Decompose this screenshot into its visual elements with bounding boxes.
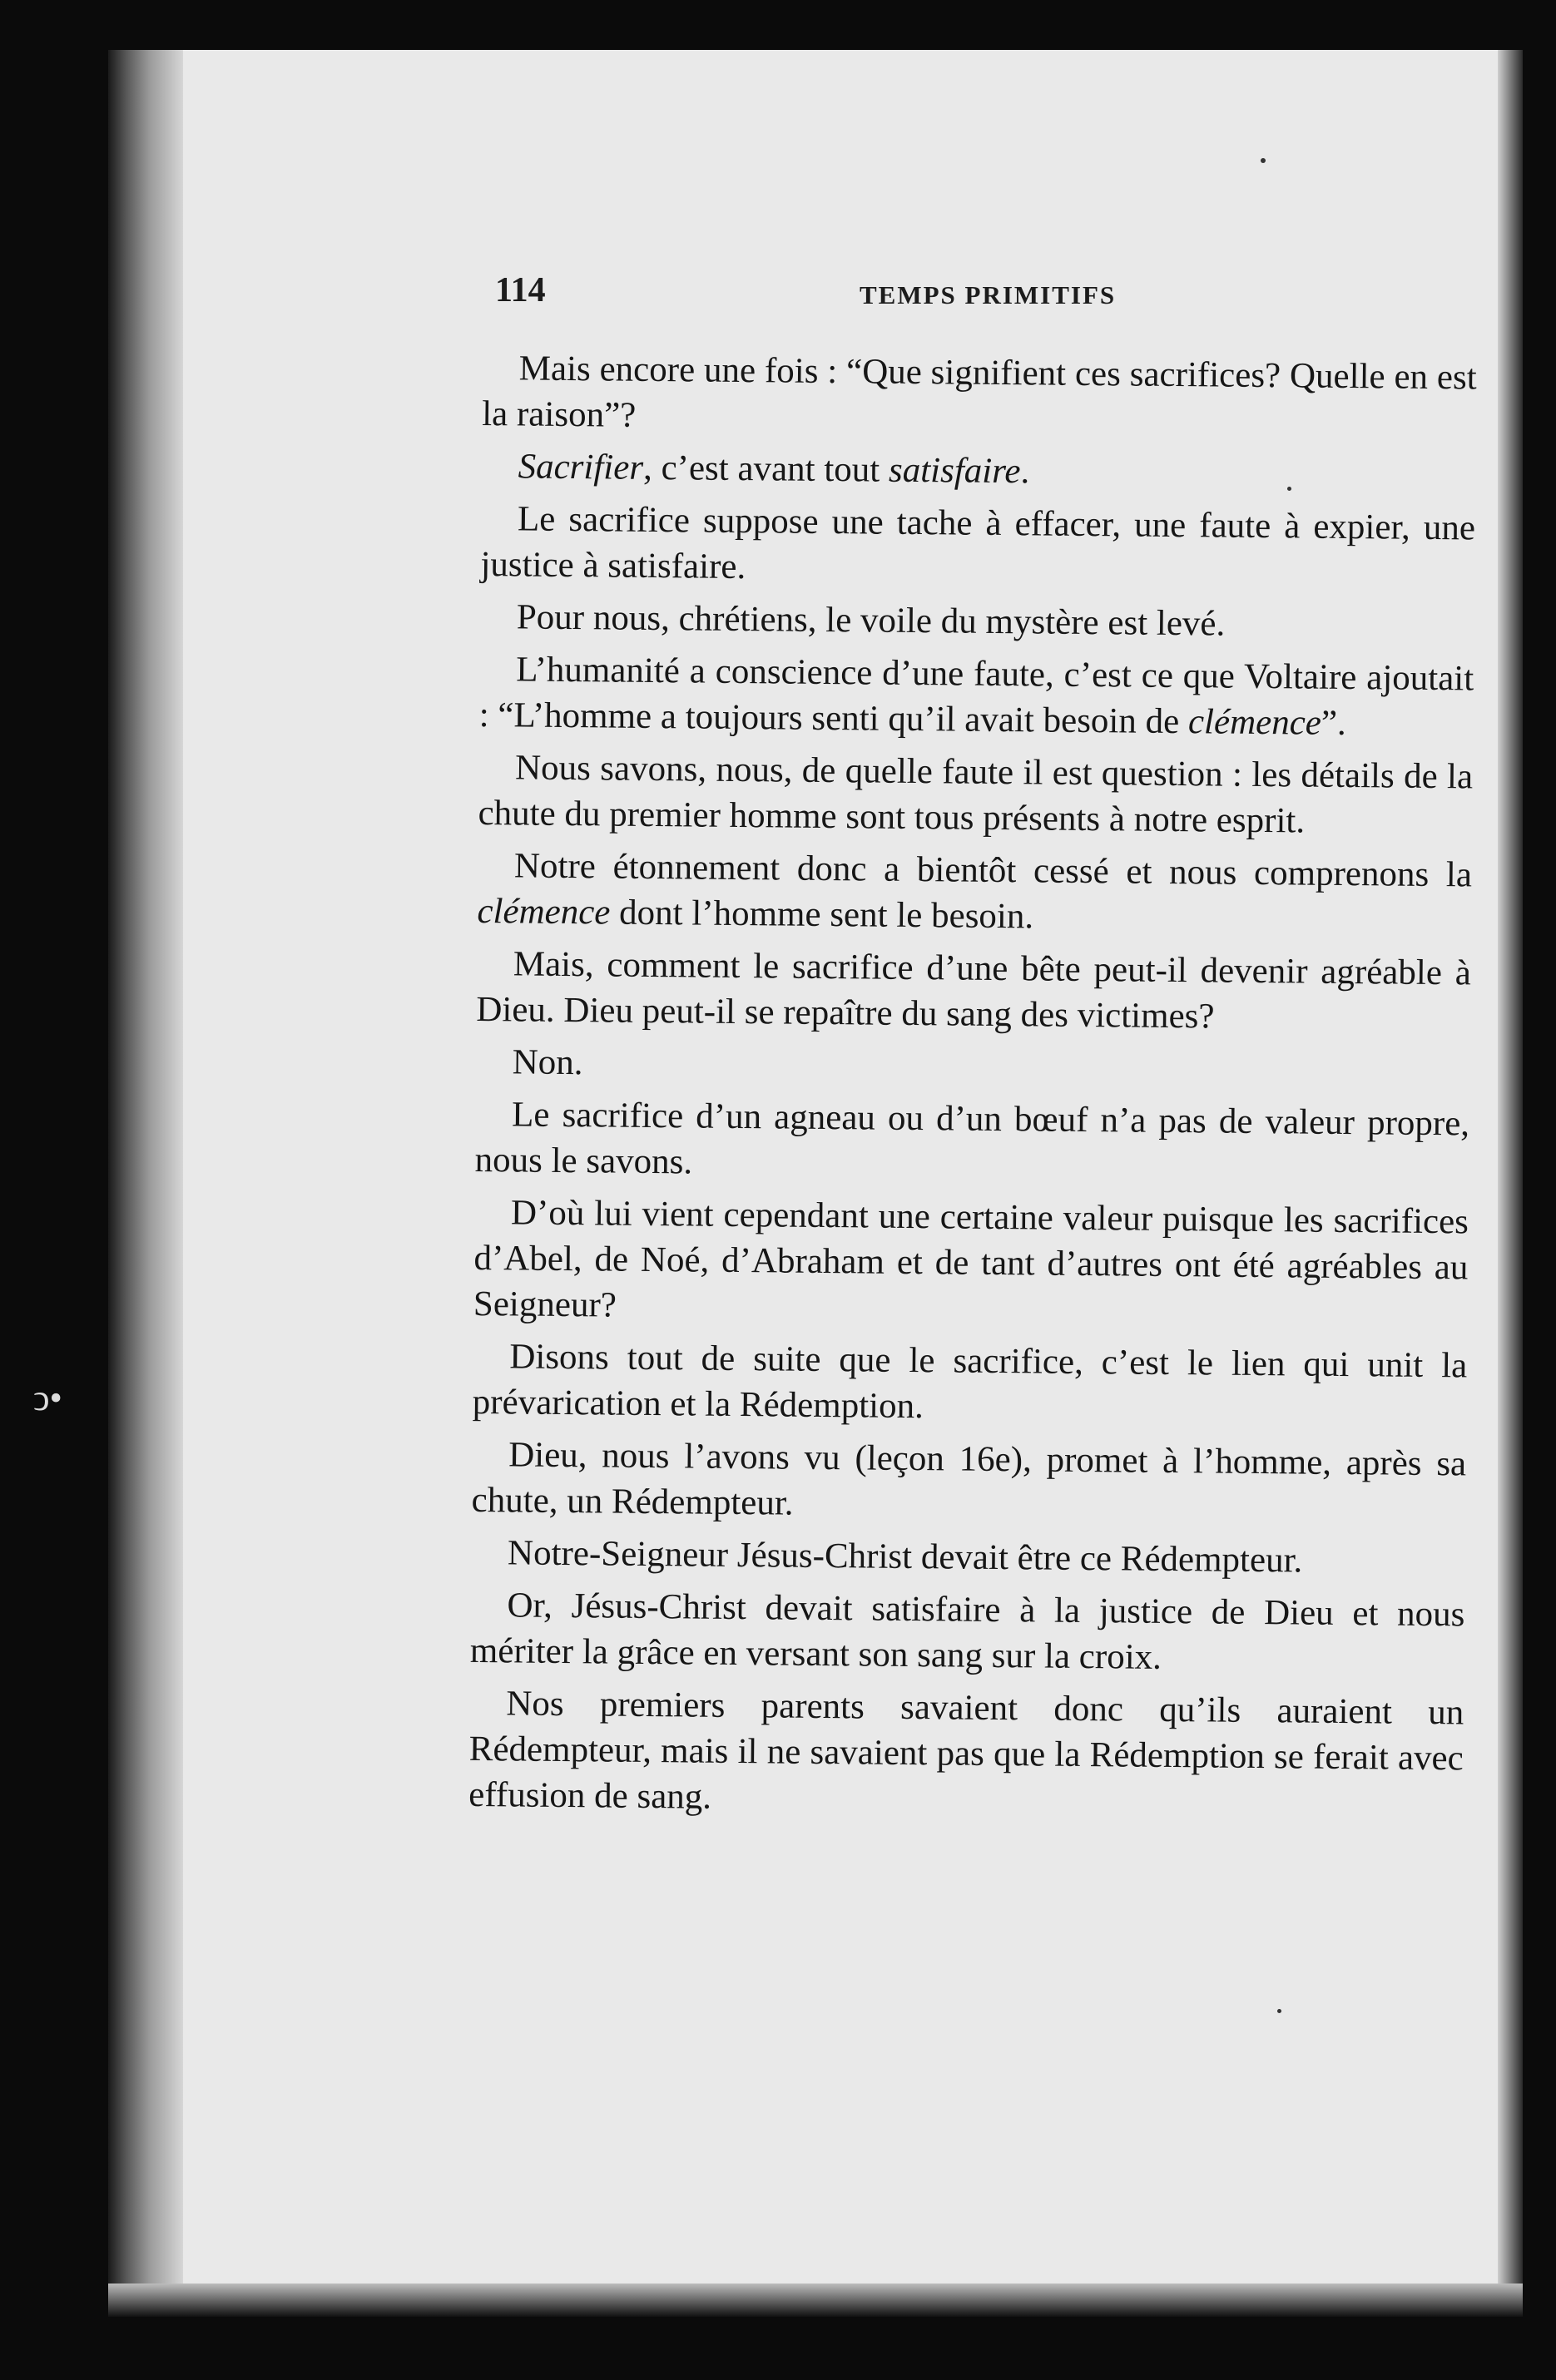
paragraph	[477, 843, 1472, 943]
text-run: .	[1020, 452, 1030, 492]
text-run: Disons tout de suite que le sacrifice, c’est le lien qui unit la prévarication et la Rédemption.	[472, 1337, 1468, 1427]
paragraph	[473, 1333, 1468, 1434]
page-bottom-edge	[108, 2284, 1523, 2317]
paragraph	[478, 646, 1474, 747]
scan-speck	[1277, 2009, 1281, 2013]
paragraph	[468, 1680, 1464, 1827]
text-run: Non.	[512, 1042, 583, 1083]
text-run: dont l’homme sent le besoin.	[610, 893, 1034, 937]
scan-speck	[1287, 487, 1291, 491]
text-run: Le sacrifice suppose une tache à effacer, une faute à expier, une justice à satisfaire.	[480, 499, 1476, 587]
italic-text: Sacrifier	[518, 447, 644, 487]
paragraph	[474, 1091, 1469, 1192]
paragraph	[473, 1190, 1469, 1336]
page-right-edge	[1498, 50, 1523, 2296]
text-run: Nous savons, nous, de quelle faute il est question : les détails de la chute du premier homme sont tous présents à notre esprit.	[478, 748, 1474, 841]
paragraph	[475, 1039, 1469, 1094]
italic-text: satisfaire	[888, 450, 1021, 492]
text-run: Le sacrifice d’un agneau ou d’un bœuf n’a pas de valeur propre, nous le savons.	[474, 1095, 1470, 1182]
page-gutter-shadow	[108, 50, 183, 2296]
text-run: Mais encore une fois : “Que signifient ces sacrifices? Quelle en est la raison”?	[481, 349, 1477, 435]
paragraph	[471, 1530, 1465, 1585]
text-run: Nos premiers parents savaient donc qu’ils auraient un Rédempteur, mais il ne savaient pas que la Rédemption se ferait avec effusion de sang.	[468, 1684, 1464, 1817]
paragraph	[482, 345, 1477, 446]
paragraph	[480, 496, 1475, 596]
italic-text: clémence	[1187, 702, 1322, 743]
margin-mark: ↄ•	[33, 1378, 62, 1418]
paragraph	[481, 443, 1475, 498]
italic-text: clémence	[477, 891, 611, 933]
paragraph	[470, 1582, 1465, 1683]
text-run: Dieu, nous l’avons vu (leçon 16e), promet à l’homme, après sa chute, un Rédempteur.	[471, 1435, 1467, 1523]
text-run: Notre étonnement donc a bientôt cessé et nous comprenons la	[513, 846, 1473, 895]
paragraph	[471, 1432, 1466, 1532]
running-title: TEMPS PRIMITIFS	[860, 280, 1117, 309]
text-run: L’humanité a conscience d’une faute, c’est ce que Voltaire ajoutait : “L’homme a toujours senti qu’il avait besoin de	[478, 650, 1474, 742]
scan-speck	[1261, 158, 1266, 163]
paragraph	[478, 745, 1473, 845]
paragraph	[476, 941, 1471, 1042]
body-text	[468, 345, 1477, 1833]
page-number: 114	[495, 271, 546, 309]
text-run: , c’est avant tout	[642, 448, 889, 490]
text-run: Pour nous, chrétiens, le voile du mystère est levé.	[516, 597, 1226, 644]
text-run: Or, Jésus-Christ devait satisfaire à la justice de Dieu et nous mériter la grâce en versant son sang sur la croix.	[469, 1586, 1465, 1677]
paragraph	[480, 594, 1474, 649]
text-run: Notre-Seigneur Jésus-Christ devait être ce Rédempteur.	[507, 1533, 1303, 1581]
text-run: D’où lui vient cependant une certaine valeur puisque les sacrifices d’Abel, de Noé, d’Abraham et de tant d’autres ont été agréables au Seigneur?	[473, 1193, 1469, 1325]
text-run: Mais, comment le sacrifice d’une bête peut-il devenir agréable à Dieu. Dieu peut-il se repaître du sang des victimes?	[476, 944, 1472, 1037]
text-run: ”.	[1321, 703, 1346, 743]
